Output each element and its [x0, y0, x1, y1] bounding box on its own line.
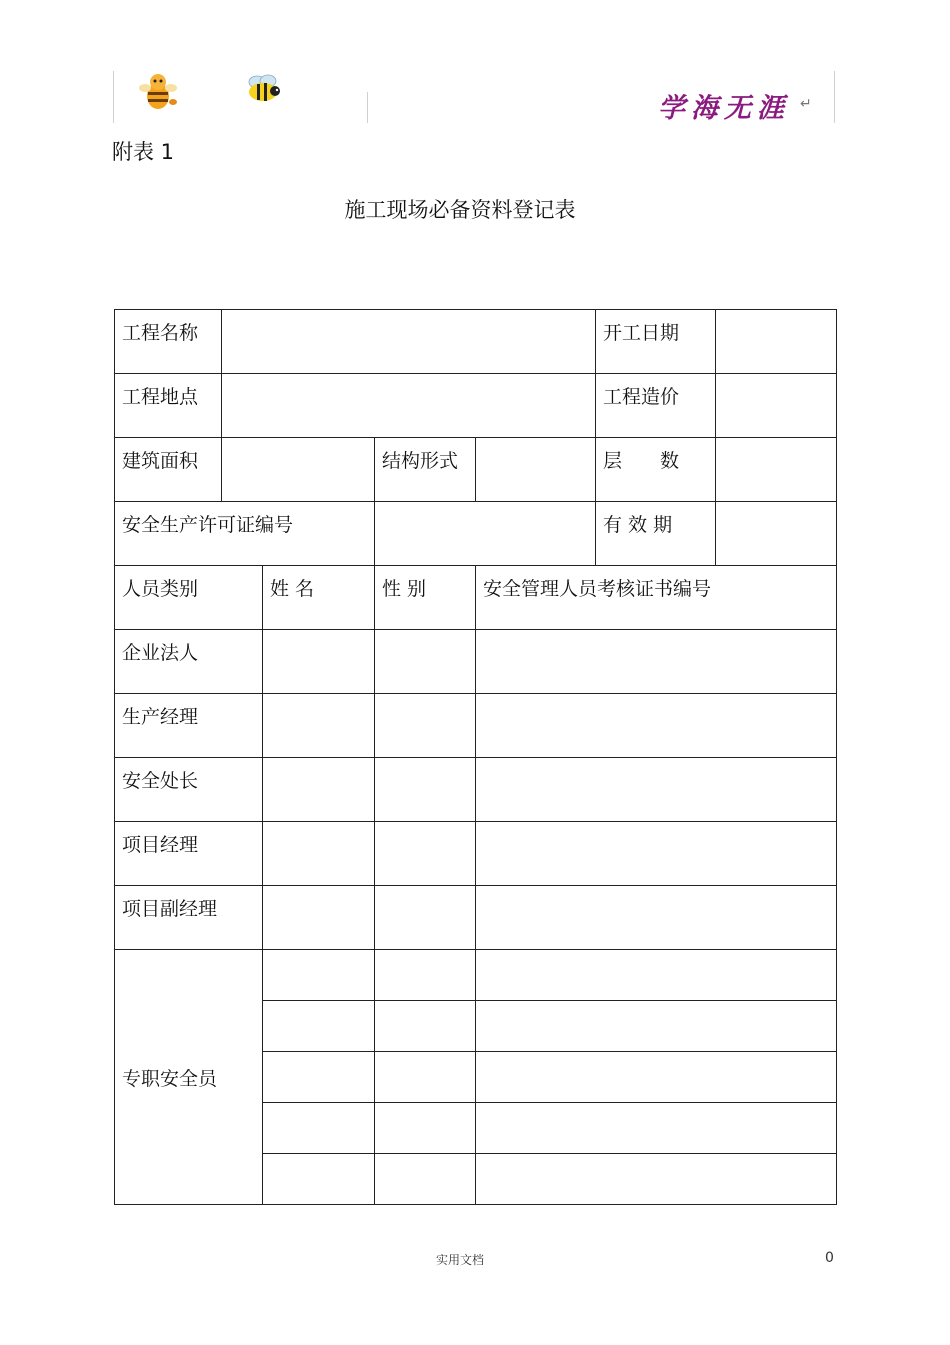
floors-label: 层 数	[596, 438, 716, 502]
form-row-safety-permit	[115, 502, 837, 566]
personnel-category-legal-person: 企业法人	[115, 630, 263, 694]
table-row	[115, 822, 837, 886]
gender-field[interactable]	[375, 822, 476, 886]
table-row	[115, 758, 837, 822]
personnel-header-row	[115, 566, 837, 630]
table-row	[115, 950, 837, 1001]
structure-type-label: 结构形式	[375, 438, 476, 502]
project-name-label: 工程名称	[115, 310, 222, 374]
gender-field[interactable]	[375, 1052, 476, 1103]
gender-field[interactable]	[375, 630, 476, 694]
column-header-gender: 性 别	[375, 566, 476, 630]
start-date-field[interactable]	[716, 310, 837, 374]
structure-type-field[interactable]	[476, 438, 596, 502]
project-location-label: 工程地点	[115, 374, 222, 438]
name-field[interactable]	[263, 950, 375, 1001]
personnel-category-project-manager: 项目经理	[115, 822, 263, 886]
floors-field[interactable]	[716, 438, 837, 502]
page-number: 0	[825, 1250, 834, 1266]
personnel-category-production-manager: 生产经理	[115, 694, 263, 758]
project-name-field[interactable]	[222, 310, 596, 374]
bee-icon	[243, 73, 285, 105]
safety-permit-label: 安全生产许可证编号	[115, 502, 375, 566]
name-field[interactable]	[263, 694, 375, 758]
personnel-category-safety-chief: 安全处长	[115, 758, 263, 822]
certificate-number-field[interactable]	[476, 694, 837, 758]
gender-field[interactable]	[375, 886, 476, 950]
certificate-number-field[interactable]	[476, 758, 837, 822]
validity-field[interactable]	[716, 502, 837, 566]
validity-label: 有 效 期	[596, 502, 716, 566]
project-cost-field[interactable]	[716, 374, 837, 438]
name-field[interactable]	[263, 822, 375, 886]
footer-text: 实用文档	[435, 1253, 484, 1267]
building-area-label: 建筑面积	[115, 438, 222, 502]
project-location-field[interactable]	[222, 374, 596, 438]
project-cost-label: 工程造价	[596, 374, 716, 438]
brand-text: 学海无涯	[658, 93, 790, 124]
name-field[interactable]	[263, 630, 375, 694]
bee-logo-icon	[136, 70, 180, 114]
personnel-category-deputy-project-manager: 项目副经理	[115, 886, 263, 950]
table-row	[115, 694, 837, 758]
name-field[interactable]	[263, 1154, 375, 1205]
column-header-name: 姓 名	[263, 566, 375, 630]
certificate-number-field[interactable]	[476, 950, 837, 1001]
document-title: 施工现场必备资料登记表	[344, 198, 576, 222]
certificate-number-field[interactable]	[476, 1103, 837, 1154]
header-divider-left	[113, 71, 114, 123]
gender-field[interactable]	[375, 1154, 476, 1205]
gender-field[interactable]	[375, 1001, 476, 1052]
name-field[interactable]	[263, 1103, 375, 1154]
certificate-number-field[interactable]	[476, 630, 837, 694]
form-row-project-name	[115, 310, 837, 374]
name-field[interactable]	[263, 1052, 375, 1103]
name-field[interactable]	[263, 886, 375, 950]
form-row-building	[115, 438, 837, 502]
certificate-number-field[interactable]	[476, 1052, 837, 1103]
column-header-certificate: 安全管理人员考核证书编号	[476, 566, 837, 630]
certificate-number-field[interactable]	[476, 822, 837, 886]
table-row	[115, 886, 837, 950]
column-header-category: 人员类别	[115, 566, 263, 630]
name-field[interactable]	[263, 1001, 375, 1052]
certificate-number-field[interactable]	[476, 1154, 837, 1205]
gender-field[interactable]	[375, 1103, 476, 1154]
table-row	[115, 630, 837, 694]
start-date-label: 开工日期	[596, 310, 716, 374]
paragraph-return-mark: ↵	[800, 96, 812, 112]
building-area-field[interactable]	[222, 438, 375, 502]
safety-permit-field[interactable]	[375, 502, 596, 566]
header-divider-right	[834, 71, 835, 123]
registration-form	[114, 309, 837, 1205]
gender-field[interactable]	[375, 694, 476, 758]
certificate-number-field[interactable]	[476, 1001, 837, 1052]
gender-field[interactable]	[375, 950, 476, 1001]
gender-field[interactable]	[375, 758, 476, 822]
form-row-project-location	[115, 374, 837, 438]
name-field[interactable]	[263, 758, 375, 822]
certificate-number-field[interactable]	[476, 886, 837, 950]
header-divider-middle	[367, 92, 368, 123]
appendix-label: 附表 1	[112, 140, 175, 164]
personnel-category-safety-officer: 专职安全员	[115, 950, 263, 1205]
